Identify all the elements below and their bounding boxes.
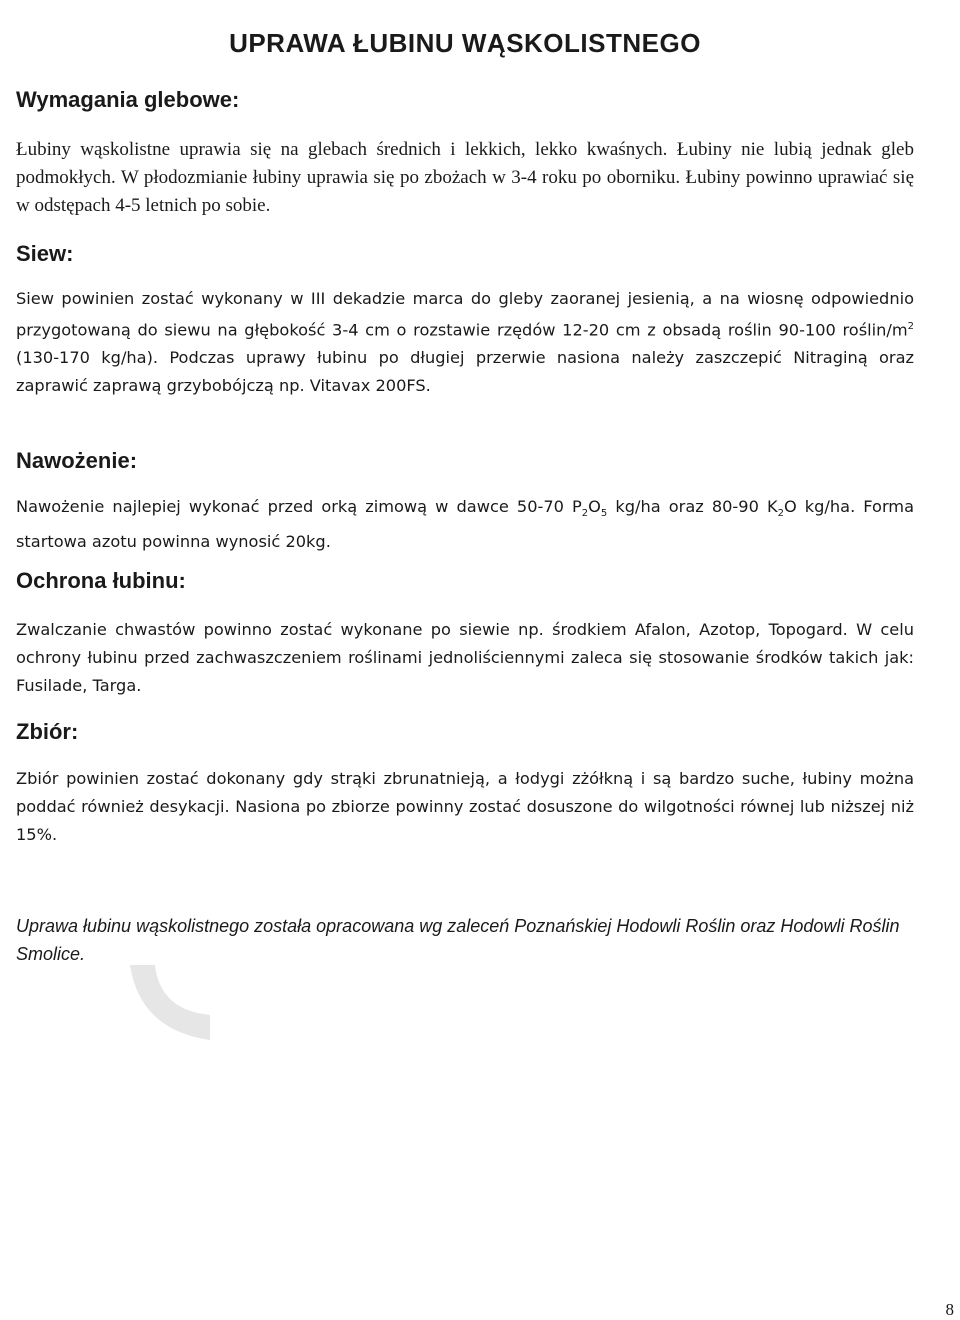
page-number: 8 — [945, 1300, 954, 1319]
section-heading-soil: Wymagania glebowe: — [16, 87, 240, 112]
sowing-text-part-1: Siew powinien zostać wykonany w III dekadzie marca do gleby zaoranej jesienią, a na wiosnę odpowiednio przygotowaną do siewu na głębokość 3-4 cm o rozstawie rzędów 12-20 cm z obsadą roślin 90-100 roślin/m — [16, 289, 914, 340]
paragraph-protection: Zwalczanie chwastów powinno zostać wykonane po siewie np. środkiem Afalon, Azotop, Topogard. W celu ochrony łubinu przed zachwaszczeniem roślinami jednoliściennymi zaleca się stosowanie środków takich jak: Fusilade, Targa. — [16, 620, 914, 695]
fertilization-sub-1: 2 — [581, 508, 589, 520]
paragraph-fertilization — [16, 493, 914, 556]
page-title: UPRAWA ŁUBINU WĄSKOLISTNEGO — [229, 28, 701, 58]
fertilization-text-3: kg/ha oraz 80-90 K — [607, 497, 778, 516]
fertilization-text-4: O kg/ha. Forma startowa azotu powinna wynosić 20kg. — [16, 497, 914, 552]
section-heading-protection: Ochrona łubinu: — [16, 568, 186, 593]
fertilization-sub-3: 2 — [777, 508, 784, 520]
paragraph-sowing — [16, 285, 914, 400]
section-heading-harvest: Zbiór: — [16, 719, 79, 744]
sowing-superscript: 2 — [907, 321, 914, 332]
paragraph-soil: Łubiny wąskolistne uprawia się na glebach średnich i lekkich, lekko kwaśnych. Łubiny nie lubią jednak gleb podmokłych. W płodozmianie łubiny uprawia się po zbożach w 3-4 roku po oborniku. Łubiny powinno uprawiać się w odstępach 4-5 letnich po sobie. — [16, 139, 914, 216]
paragraph-harvest: Zbiór powinien zostać dokonany gdy strąki zbrunatnieją, a łodygi zżółkną i są bardzo suche, łubiny można poddać również desykacji. Nasiona po zbiorze powinny zostać dosuszone do wilgotności równej lub niższej niż 15%. — [16, 769, 914, 844]
section-heading-sowing: Siew: — [16, 241, 74, 266]
fertilization-sub-2: 5 — [600, 508, 608, 520]
section-heading-fertilization: Nawożenie: — [16, 448, 138, 473]
fertilization-text-2: O — [588, 497, 601, 516]
fertilization-text-1: Nawożenie najlepiej wykonać przed orką zimową w dawce 50-70 P — [16, 497, 582, 516]
sowing-text-part-2: (130-170 kg/ha). Podczas uprawy łubinu po długiej przerwie nasiona należy zaszczepić Nitraginą oraz zaprawić zaprawą grzybobójczą np. Vitavax 200FS. — [16, 348, 914, 396]
source-note: Uprawa łubinu wąskolistnego została opracowana wg zaleceń Poznańskiej Hodowli Roślin oraz Hodowli Roślin Smolice. — [16, 916, 900, 964]
